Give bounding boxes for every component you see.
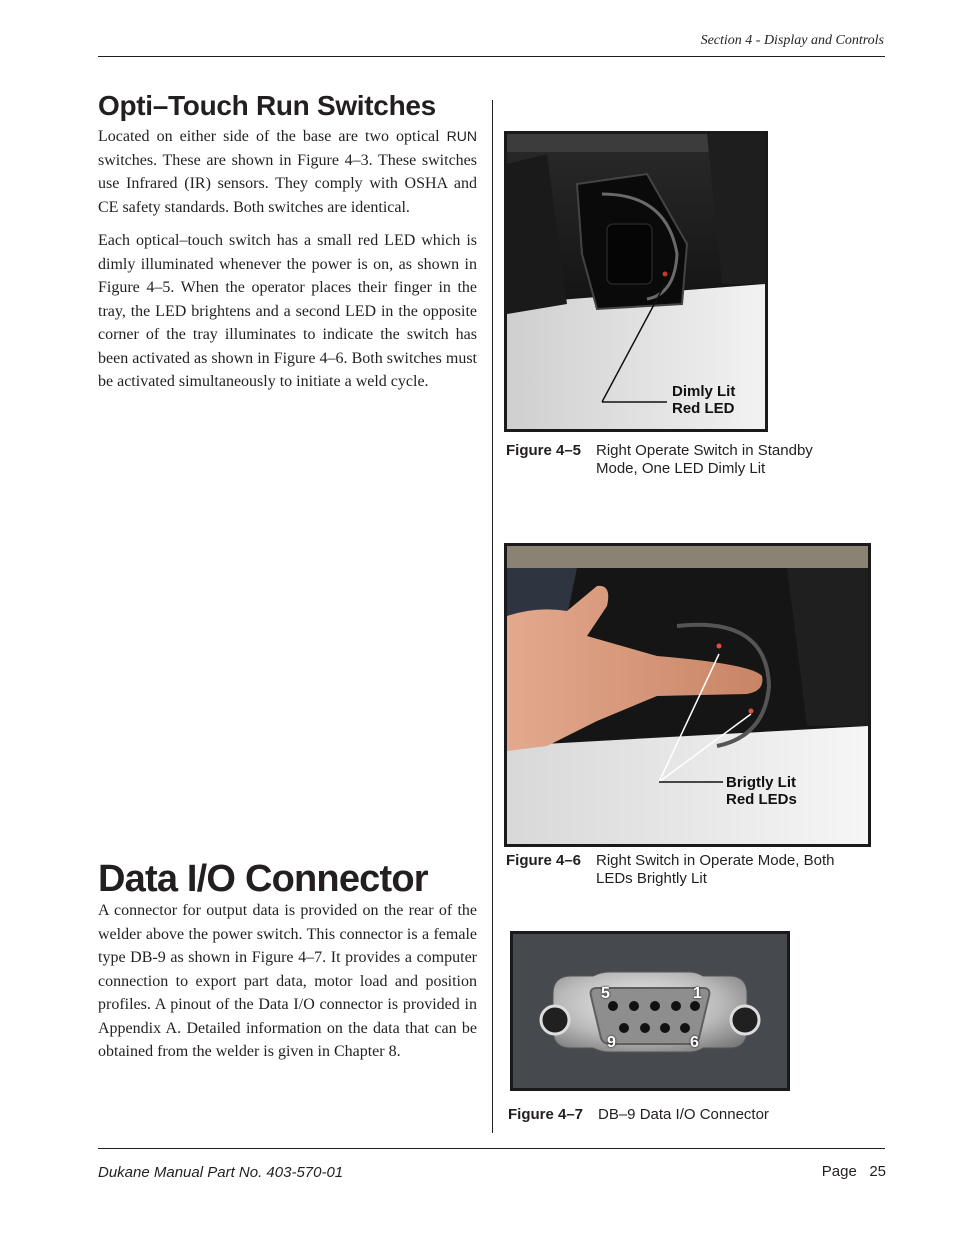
callout-brightly-lit	[726, 774, 797, 808]
caption-line-2: Mode, One LED Dimly Lit	[596, 460, 766, 477]
running-header: Section 4 - Display and Controls	[700, 33, 884, 48]
pin-label-9: 9	[607, 1034, 616, 1051]
optitouch-paragraph-1	[98, 125, 477, 219]
caption-text: DB–9 Data I/O Connector	[598, 1106, 769, 1123]
page-label: Page	[821, 1163, 857, 1180]
para1-text-a: Located on either side of the base are two optical	[98, 128, 447, 145]
column-divider	[492, 100, 493, 1133]
figure-4-5-caption	[506, 442, 846, 482]
section-title-dataio: Data I/O Connector	[98, 858, 428, 900]
caption-line-2: LEDs Brightly Lit	[596, 870, 707, 887]
callout-dimly-lit	[672, 383, 735, 417]
db9-connector-image	[513, 934, 787, 1088]
pin-label-1: 1	[693, 985, 702, 1002]
pin-label-5: 5	[601, 985, 610, 1002]
figure-4-6-photo	[504, 543, 871, 847]
page-number: 25	[869, 1163, 886, 1180]
header-rule	[98, 56, 885, 57]
caption-line-1: Right Switch in Operate Mode, Both	[596, 852, 835, 869]
dataio-paragraph: A connector for output data is provided on the rear of the welder above the power switch. This connector is a female type DB-9 as shown in Figure 4–7. It provides a computer connection to export part data, motor load and position profiles. A pinout of the Data I/O connector is provided in Appendix A. Detailed information on the data that can be obtained from the welder is given in Chapter 8.	[98, 902, 477, 1060]
footer-rule	[98, 1148, 885, 1149]
figure-4-7-photo	[510, 931, 790, 1091]
figure-number: Figure 4–5	[506, 442, 582, 459]
run-keyword: RUN	[446, 128, 477, 144]
section-title-optitouch: Opti–Touch Run Switches	[98, 90, 436, 121]
optitouch-paragraph-2: Each optical–touch switch has a small red LED which is dimly illuminated whenever the power is on, as shown in Figure 4–5. When the operator places their finger in the tray, the LED brightens and a second LED in the opposite corner of the tray illuminates to indicate the switch has been activated as shown in Figure 4–6. Both switches must be activated simultaneously to initiate a weld cycle.	[98, 232, 477, 390]
pin-label-6: 6	[690, 1034, 699, 1051]
para1-text-b: switches. These are shown in Figure 4–3. These switches use Infrared (IR) sensors. They comply with OSHA and CE safety standards. Both switches are identical.	[98, 151, 477, 216]
footer-page	[760, 1163, 886, 1180]
optitouch-body	[98, 125, 477, 394]
caption-line-1: Right Operate Switch in Standby	[596, 442, 813, 459]
callout-line-2: Red LEDs	[726, 791, 797, 808]
figure-4-5-photo	[504, 131, 768, 432]
callout-line-2: Red LED	[672, 400, 735, 417]
callout-line-1: Dimly Lit	[672, 383, 736, 400]
switch-operate-image	[507, 546, 868, 844]
figure-4-7-caption	[508, 1106, 848, 1126]
callout-line-1: Brigtly Lit	[726, 774, 796, 791]
footer-part-number: Dukane Manual Part No. 403-570-01	[98, 1164, 344, 1181]
figure-4-6-caption	[506, 852, 866, 892]
figure-number: Figure 4–7	[508, 1106, 584, 1123]
figure-number: Figure 4–6	[506, 852, 582, 869]
